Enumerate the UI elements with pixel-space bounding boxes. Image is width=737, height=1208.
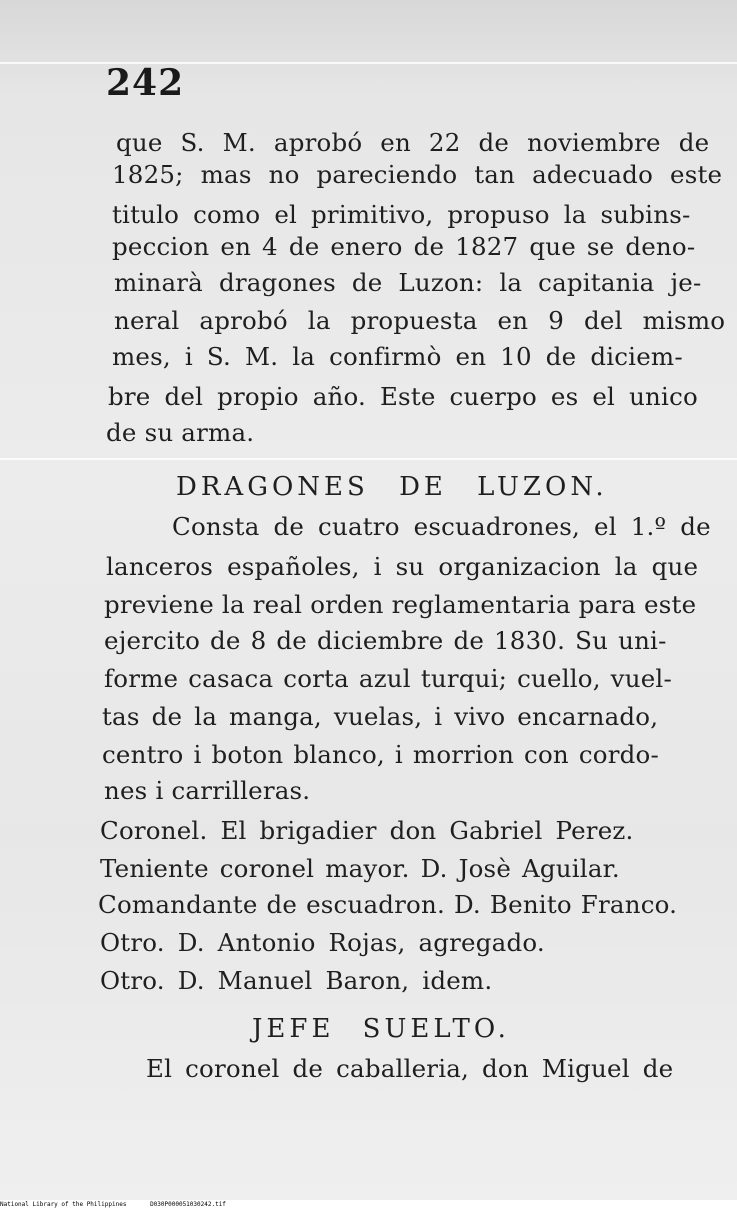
officer-entry: Coronel. El brigadier don Gabriel Perez. (100, 816, 634, 845)
text-line: tas de la manga, vuelas, i vivo encarnado, (102, 702, 659, 731)
text-line: minarà dragones de Luzon: la capitania je- (114, 268, 702, 297)
officer-entry: Otro. D. Manuel Baron, idem. (100, 966, 493, 995)
text-line: titulo como el primitivo, propuso la subins- (112, 200, 691, 229)
text-line: lanceros españoles, i su organizacion la que (106, 552, 699, 581)
text-line: neral aprobó la propuesta en 9 del mismo (114, 306, 726, 335)
text-line: ejercito de 8 de diciembre de 1830. Su uni- (104, 626, 667, 655)
text-line: peccion en 4 de enero de 1827 que se deno- (112, 232, 696, 261)
text-line: mes, i S. M. la confirmò en 10 de diciem- (112, 342, 683, 371)
section-heading: DRAGONES DE LUZON. (176, 472, 608, 502)
text-line: de su arma. (106, 418, 255, 447)
section-heading: JEFE SUELTO. (252, 1014, 510, 1044)
text-line: que S. M. aprobó en 22 de noviembre de (116, 128, 710, 157)
text-line: centro i boton blanco, i morrion con cordo- (102, 740, 659, 769)
text-line: 1825; mas no pareciendo tan adecuado este (112, 160, 723, 189)
officer-entry: Comandante de escuadron. D. Benito Franco. (98, 890, 678, 919)
fold-line (0, 458, 737, 460)
text-line: previene la real orden reglamentaria para este (104, 590, 697, 619)
text-line: forme casaca corta azul turqui; cuello, vuel- (104, 664, 672, 693)
page-number: 242 (106, 62, 185, 104)
library-credit: National Library of the Philippines (0, 1201, 127, 1208)
scan-footer (0, 1201, 737, 1208)
file-name: D030P000051030242.tif (150, 1201, 226, 1208)
text-line: Consta de cuatro escuadrones, el 1.º de (172, 512, 711, 541)
officer-entry: Teniente coronel mayor. D. Josè Aguilar. (100, 854, 620, 883)
text-line: bre del propio año. Este cuerpo es el unico (108, 382, 698, 411)
text-line: El coronel de caballeria, don Miguel de (146, 1054, 674, 1083)
text-line: nes i carrilleras. (104, 776, 311, 805)
officer-entry: Otro. D. Antonio Rojas, agregado. (100, 928, 545, 957)
